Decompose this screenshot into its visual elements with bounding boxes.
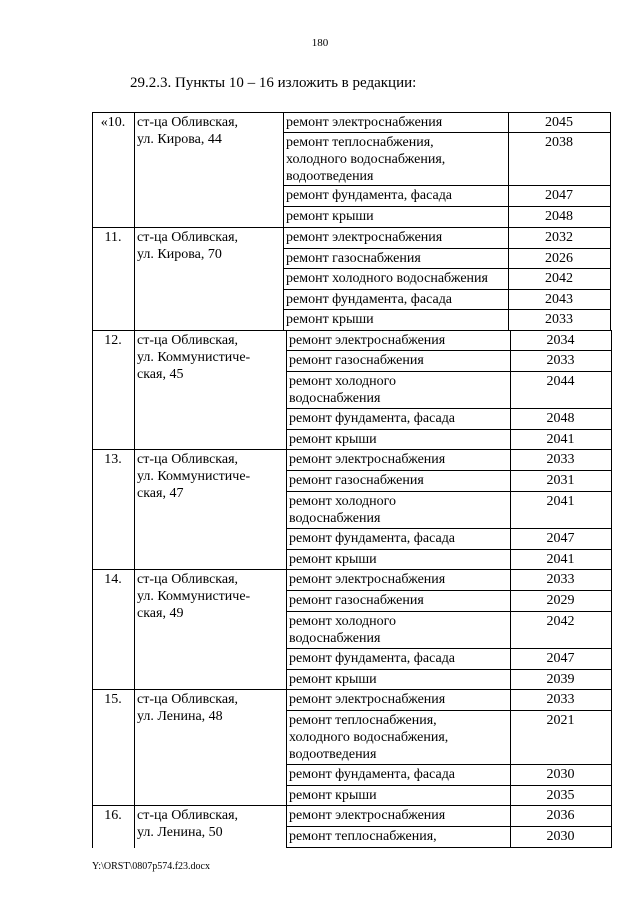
- work-year: 2031: [546, 473, 575, 488]
- text-line: ремонт теплоснабжения,: [289, 829, 437, 844]
- work-year: 2043: [545, 292, 573, 307]
- work-name: [286, 134, 506, 185]
- item-address: [137, 571, 283, 622]
- text-line: ремонт фундамента, фасада: [289, 767, 456, 782]
- work-name: [286, 114, 506, 131]
- text-line: ремонт фундамента, фасада: [289, 651, 456, 666]
- table-rule: [283, 112, 284, 228]
- item-number: 15.: [104, 692, 122, 707]
- item-number: 11.: [104, 230, 122, 245]
- item-number: 16.: [104, 808, 122, 823]
- table-rule: [134, 449, 135, 570]
- table-rule: [286, 764, 612, 765]
- text-line: ст-ца Обливская,: [137, 115, 239, 130]
- text-line: водоснабжения: [289, 391, 381, 406]
- table-rule: [92, 689, 612, 690]
- text-line: ремонт фундамента, фасада: [289, 411, 456, 426]
- text-line: ст-ца Обливская,: [137, 333, 239, 348]
- table-rule: [92, 805, 612, 806]
- table-rule: [286, 528, 612, 529]
- table-rule: [92, 689, 93, 806]
- page-number: 180: [311, 37, 329, 49]
- text-line: ремонт крыши: [286, 209, 374, 224]
- text-line: водоотведения: [286, 169, 374, 184]
- work-name: [289, 493, 508, 527]
- table-rule: [92, 449, 93, 570]
- table-rule: [283, 289, 611, 290]
- table-rule: [286, 408, 612, 409]
- work-name: [289, 766, 508, 783]
- work-name: [289, 451, 508, 468]
- table-rule: [286, 491, 612, 492]
- table-rule: [283, 268, 611, 269]
- work-name: [289, 712, 508, 763]
- table-rule: [286, 429, 612, 430]
- table-rule: [283, 132, 611, 133]
- table-rule: [92, 569, 612, 570]
- table-rule: [286, 330, 287, 450]
- file-path-footer: Y:\ORST\0807p574.f23.docx: [92, 861, 210, 872]
- work-year: 2041: [546, 552, 575, 567]
- text-line: ская, 47: [137, 486, 184, 501]
- text-line: ремонт холодного: [289, 494, 397, 509]
- text-line: ул. Ленина, 50: [137, 825, 223, 840]
- work-year: 2032: [545, 230, 573, 245]
- work-name: [289, 787, 508, 804]
- text-line: ремонт электроснабжения: [289, 452, 446, 467]
- work-year: 2033: [546, 353, 575, 368]
- text-line: водоотведения: [289, 747, 377, 762]
- table-rule: [92, 330, 93, 450]
- text-line: ремонт крыши: [289, 672, 377, 687]
- work-year: 2048: [546, 411, 575, 426]
- item-address: [137, 691, 283, 725]
- work-name: [286, 270, 506, 287]
- table-rule: [92, 112, 611, 113]
- text-line: ремонт теплоснабжения,: [289, 713, 437, 728]
- work-year: 2033: [546, 692, 575, 707]
- text-line: ремонт фундамента, фасада: [286, 188, 453, 203]
- work-year: 2033: [546, 572, 575, 587]
- text-line: ул. Кирова, 70: [137, 247, 222, 262]
- work-year: 2035: [546, 788, 575, 803]
- work-year: 2030: [546, 829, 575, 844]
- text-line: ремонт крыши: [289, 552, 377, 567]
- table-rule: [134, 689, 135, 806]
- work-year: 2047: [546, 531, 575, 546]
- text-line: ст-ца Обливская,: [137, 230, 239, 245]
- work-name: [289, 332, 508, 349]
- table-rule: [134, 805, 135, 848]
- text-line: ул. Коммунистиче-: [137, 350, 251, 365]
- table-rule: [134, 227, 135, 331]
- work-name: [289, 431, 508, 448]
- text-line: ремонт холодного: [289, 614, 397, 629]
- work-year: 2033: [545, 312, 573, 327]
- table-rule: [92, 805, 93, 848]
- work-name: [289, 530, 508, 547]
- work-name: [286, 311, 506, 328]
- table-rule: [283, 206, 611, 207]
- work-year: 2026: [545, 251, 573, 266]
- table-rule: [134, 330, 135, 450]
- table-rule: [286, 689, 287, 806]
- table-rule: [611, 449, 612, 570]
- text-line: холодного водоснабжения,: [289, 730, 449, 745]
- work-name: [289, 551, 508, 568]
- table-rule: [286, 826, 612, 827]
- work-year: 2042: [545, 271, 573, 286]
- work-year: 2033: [546, 452, 575, 467]
- work-year: 2030: [546, 767, 575, 782]
- table-rule: [92, 330, 612, 331]
- table-rule: [286, 785, 612, 786]
- table-rule: [92, 449, 612, 450]
- work-name: [289, 571, 508, 588]
- text-line: водоснабжения: [289, 631, 381, 646]
- table-rule: [92, 112, 93, 228]
- text-line: ремонт электроснабжения: [289, 333, 446, 348]
- item-address: [137, 332, 283, 383]
- table-rule: [92, 227, 93, 331]
- work-year: 2044: [546, 374, 575, 389]
- text-line: ская, 45: [137, 367, 184, 382]
- table-rule: [283, 185, 611, 186]
- text-line: водоснабжения: [289, 511, 381, 526]
- table-rule: [286, 710, 612, 711]
- table-rule: [92, 569, 93, 690]
- work-name: [286, 229, 506, 246]
- text-line: ст-ца Обливская,: [137, 692, 239, 707]
- work-name: [286, 291, 506, 308]
- text-line: ст-ца Обливская,: [137, 452, 239, 467]
- text-line: ремонт крыши: [286, 312, 374, 327]
- table-rule: [134, 569, 135, 690]
- work-year: 2047: [546, 651, 575, 666]
- work-year: 2021: [546, 713, 575, 728]
- work-name: [286, 187, 506, 204]
- item-address: [137, 451, 283, 502]
- table-rule: [286, 847, 612, 848]
- text-line: ул. Кирова, 44: [137, 132, 222, 147]
- item-address: [137, 807, 283, 841]
- text-line: ремонт газоснабжения: [286, 251, 421, 266]
- work-name: [286, 208, 506, 225]
- work-year: 2041: [546, 432, 575, 447]
- table-rule: [286, 648, 612, 649]
- text-line: ремонт газоснабжения: [289, 473, 424, 488]
- item-number: 13.: [104, 452, 122, 467]
- text-line: ремонт крыши: [289, 788, 377, 803]
- text-line: ремонт газоснабжения: [289, 593, 424, 608]
- table-rule: [610, 112, 611, 228]
- table-rule: [286, 590, 612, 591]
- section-heading: 29.2.3. Пункты 10 – 16 изложить в редакции:: [130, 75, 417, 91]
- table-rule: [283, 248, 611, 249]
- text-line: ская, 49: [137, 606, 184, 621]
- table-rule: [611, 569, 612, 690]
- text-line: ул. Коммунистиче-: [137, 589, 251, 604]
- work-name: [286, 250, 506, 267]
- text-line: ст-ца Обливская,: [137, 572, 239, 587]
- item-number: 14.: [104, 572, 122, 587]
- table-rule: [286, 371, 612, 372]
- work-year: 2042: [546, 614, 575, 629]
- work-name: [289, 410, 508, 427]
- item-address: [137, 229, 280, 263]
- work-year: 2034: [546, 333, 575, 348]
- text-line: ремонт электроснабжения: [286, 115, 443, 130]
- work-year: 2038: [545, 135, 573, 150]
- text-line: ремонт электроснабжения: [286, 230, 443, 245]
- table-rule: [92, 227, 611, 228]
- text-line: ремонт холодного: [289, 374, 397, 389]
- work-name: [289, 472, 508, 489]
- item-number: «10.: [100, 115, 126, 130]
- table-rule: [611, 330, 612, 450]
- item-address: [137, 114, 280, 148]
- work-name: [289, 691, 508, 708]
- text-line: ул. Коммунистиче-: [137, 469, 251, 484]
- text-line: ремонт фундамента, фасада: [289, 531, 456, 546]
- work-year: 2029: [546, 593, 575, 608]
- text-line: ст-ца Обливская,: [137, 808, 239, 823]
- text-line: ремонт фундамента, фасада: [286, 292, 453, 307]
- text-line: ремонт электроснабжения: [289, 572, 446, 587]
- table-rule: [286, 470, 612, 471]
- work-year: 2048: [545, 209, 573, 224]
- table-rule: [286, 611, 612, 612]
- work-year: 2047: [545, 188, 573, 203]
- table-rule: [286, 549, 612, 550]
- table-rule: [610, 227, 611, 331]
- text-line: ремонт холодного водоснабжения: [286, 271, 488, 286]
- work-name: [289, 807, 508, 824]
- table-rule: [611, 689, 612, 806]
- table-rule: [286, 569, 287, 690]
- table-rule: [134, 112, 135, 228]
- text-line: холодного водоснабжения,: [286, 152, 446, 167]
- table-rule: [283, 309, 611, 310]
- table-rule: [286, 350, 612, 351]
- table-rule: [286, 669, 612, 670]
- text-line: ремонт электроснабжения: [289, 692, 446, 707]
- text-line: ремонт теплоснабжения,: [286, 135, 434, 150]
- work-name: [289, 650, 508, 667]
- work-name: [289, 671, 508, 688]
- work-year: 2045: [545, 115, 573, 130]
- item-number: 12.: [104, 333, 122, 348]
- work-year: 2041: [546, 494, 575, 509]
- work-year: 2036: [546, 808, 575, 823]
- table-rule: [283, 227, 284, 331]
- text-line: ремонт электроснабжения: [289, 808, 446, 823]
- text-line: ремонт крыши: [289, 432, 377, 447]
- work-name: [289, 592, 508, 609]
- work-name: [289, 352, 508, 369]
- work-year: 2039: [546, 672, 575, 687]
- table-rule: [286, 449, 287, 570]
- text-line: ул. Ленина, 48: [137, 709, 223, 724]
- work-name: [289, 613, 508, 647]
- work-name: [289, 373, 508, 407]
- text-line: ремонт газоснабжения: [289, 353, 424, 368]
- work-name: [289, 828, 508, 845]
